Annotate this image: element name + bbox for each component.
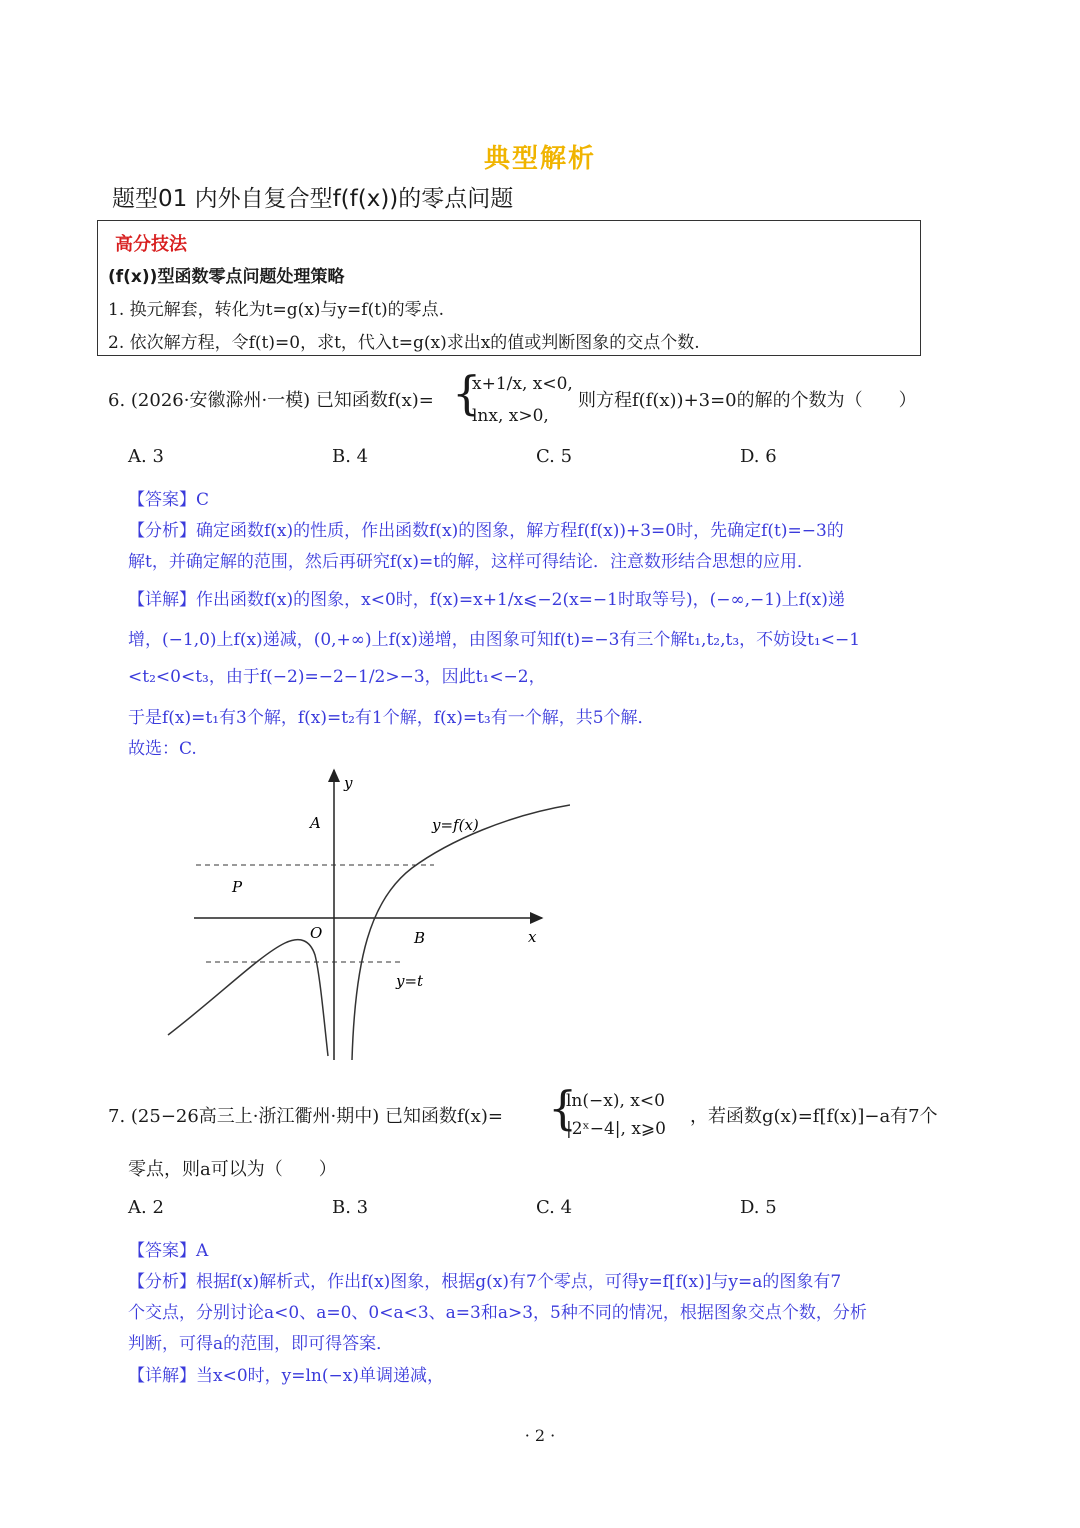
left-branch-curve <box>168 940 328 1056</box>
q6-brace: { <box>452 366 482 420</box>
q7-answer: 【答案】A <box>128 1241 209 1261</box>
q7-analysis-2: 个交点，分别讨论a<0、a=0、0<a<3、a=3和a>3，5种不同的情况，根据图象交点个数，分析 <box>128 1303 867 1323</box>
q7-brace: { <box>548 1081 578 1135</box>
q6-piece-1: x+1/x, x<0, <box>472 374 573 394</box>
y-axis-label: y <box>344 774 353 792</box>
label-p: P <box>232 878 243 896</box>
q6-stem-right: 则方程f(f(x))+3=0的解的个数为（ ） <box>578 390 917 411</box>
strategy-box-title: 高分技法 <box>115 234 187 255</box>
q6-conclusion: 故选：C. <box>128 739 197 759</box>
q6-stem-left: 6. (2026·安徽滁州·一模) 已知函数f(x)= <box>108 390 434 411</box>
q6-option-a: A. 3 <box>128 446 164 467</box>
function-graph <box>150 760 570 1065</box>
q6-detail-1: 【详解】作出函数f(x)的图象，x<0时，f(x)=x+1/x⩽−2(x=−1时取等号)，(−∞,−1)上f(x)递 <box>128 590 845 610</box>
label-a: A <box>310 814 321 832</box>
q6-piece-2: lnx, x>0, <box>472 406 549 426</box>
q7-analysis-1: 【分析】根据f(x)解析式，作出f(x)图象，根据g(x)有7个零点，可得y=f[f(x)]与y=a的图象有7 <box>128 1272 842 1292</box>
q6-answer: 【答案】C <box>128 490 210 510</box>
curve-label: y=f(x) <box>432 816 479 834</box>
q7-option-b: B. 3 <box>332 1197 369 1218</box>
q6-detail-4: 于是f(x)=t₁有3个解，f(x)=t₂有1个解，f(x)=t₃有一个解，共5个解． <box>128 708 655 728</box>
q7-option-d: D. 5 <box>740 1197 777 1218</box>
q6-option-b: B. 4 <box>332 446 369 467</box>
x-axis-label: x <box>528 928 537 946</box>
q7-stem-left: 7. (25−26高三上·浙江衢州·期中) 已知函数f(x)= <box>108 1106 503 1127</box>
topic-title: 题型01 内外自复合型f(f(x))的零点问题 <box>112 186 514 212</box>
q7-option-a: A. 2 <box>128 1197 164 1218</box>
strategy-box-subtitle: (f(x))型函数零点问题处理策略 <box>108 267 345 287</box>
q7-detail-1: 【详解】当x<0时，y=ln(−x)单调递减， <box>128 1366 444 1386</box>
q7-piece-2: |2ˣ−4|, x⩾0 <box>566 1119 666 1139</box>
strategy-line-2: 2. 依次解方程，令f(t)=0，求t，代入t=g(x)求出x的值或判断图象的交点个数. <box>108 333 700 353</box>
q6-analysis-1: 【分析】确定函数f(x)的性质，作出函数f(x)的图象，解方程f(f(x))+3=0时，先确定f(t)=−3的 <box>128 521 844 541</box>
q6-option-d: D. 6 <box>740 446 777 467</box>
q6-analysis-2: 解t，并确定解的范围，然后再研究f(x)=t的解，这样可得结论．注意数形结合思想的应用． <box>128 552 815 572</box>
label-b: B <box>414 929 426 947</box>
label-o: O <box>310 924 323 942</box>
section-title: 典型解析 <box>483 144 596 174</box>
strategy-line-1: 1. 换元解套，转化为t=g(x)与y=f(t)的零点. <box>108 300 445 320</box>
q6-detail-3: <t₂<0<t₃，由于f(−2)=−2−1/2>−3，因此t₁<−2， <box>128 667 546 687</box>
page-number: · 2 · <box>524 1426 556 1445</box>
line-label: y=t <box>396 972 424 990</box>
q6-option-c: C. 5 <box>536 446 573 467</box>
right-branch-curve <box>352 805 570 1060</box>
q6-detail-2: 增，(−1,0)上f(x)递减，(0,+∞)上f(x)递增，由图象可知f(t)=−3有三个解t₁,t₂,t₃，不妨设t₁<−1 <box>128 630 861 650</box>
q7-stem-line-2: 零点，则a可以为（ ） <box>128 1159 337 1180</box>
q7-stem-right: ，若函数g(x)=f[f(x)]−a有7个 <box>690 1106 938 1127</box>
q7-piece-1: ln(−x), x<0 <box>566 1091 665 1111</box>
q7-analysis-3: 判断，可得a的范围，即可得答案． <box>128 1334 394 1354</box>
q7-option-c: C. 4 <box>536 1197 573 1218</box>
